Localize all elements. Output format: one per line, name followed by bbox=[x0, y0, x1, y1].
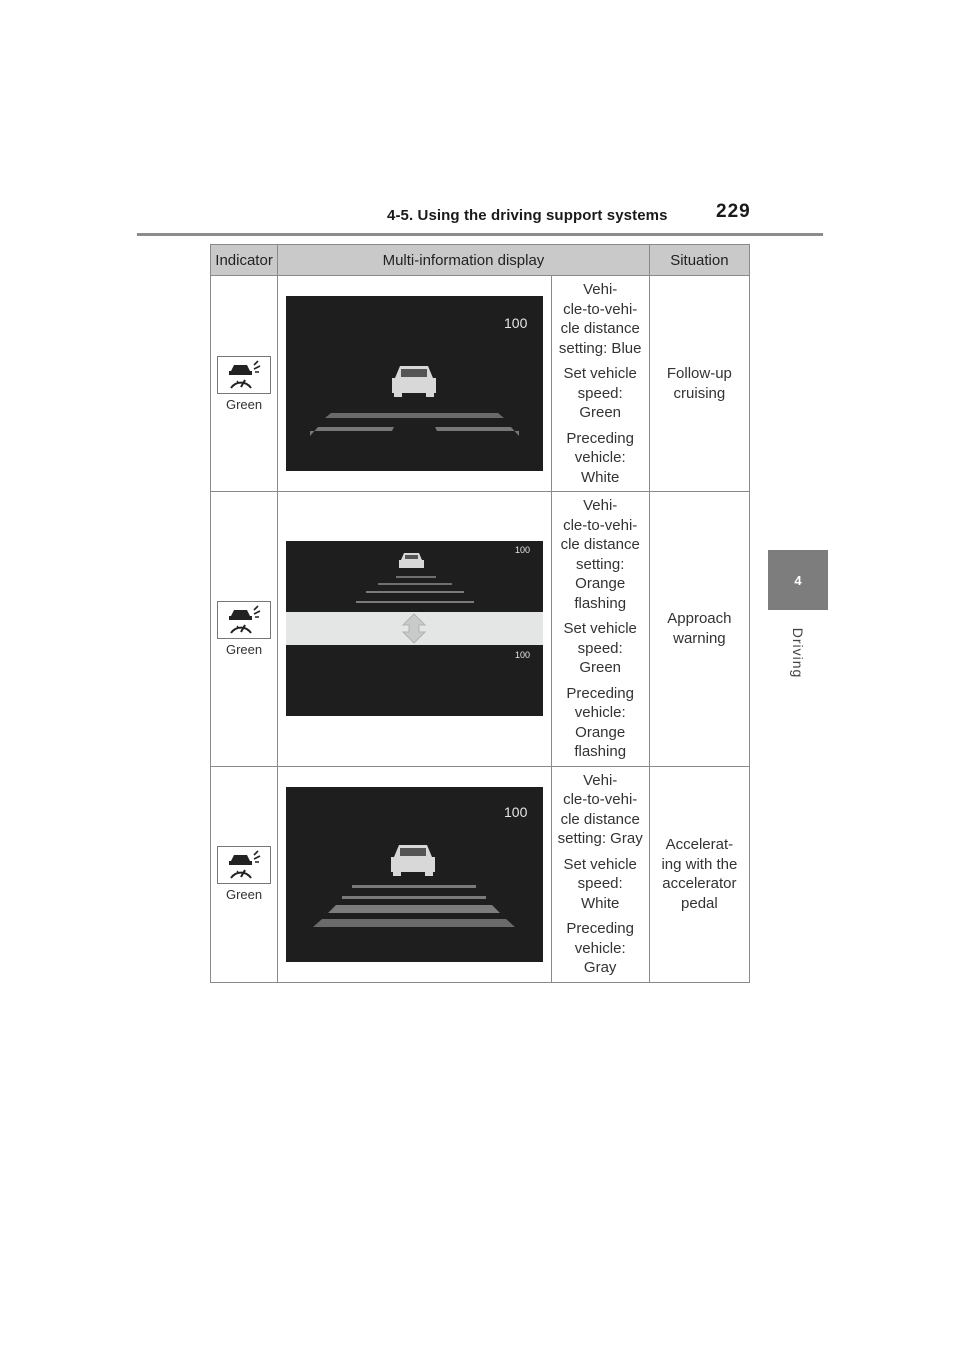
table-header-row bbox=[211, 245, 750, 276]
distance-bar-1 bbox=[325, 413, 504, 418]
table-row bbox=[211, 276, 750, 492]
setting-speed: Set vehicle speed: Green bbox=[563, 620, 637, 676]
distance-bar-1 bbox=[352, 885, 476, 888]
table-row bbox=[211, 492, 750, 767]
settings-cell bbox=[551, 492, 649, 767]
speed-readout: 100 bbox=[514, 545, 530, 556]
distance-bar-3 bbox=[366, 591, 464, 593]
indicator-color-label: Green bbox=[225, 887, 263, 902]
speed-readout: 100 bbox=[503, 315, 528, 331]
radar-cruise-icon bbox=[224, 605, 264, 635]
indicator-cell bbox=[211, 276, 278, 492]
radar-cruise-indicator bbox=[217, 356, 271, 394]
speed-readout-lower: 100 bbox=[514, 650, 530, 661]
setting-preceding: Preceding vehicle: Orange flashing bbox=[566, 684, 634, 760]
setting-speed: Set vehicle speed: White bbox=[563, 855, 637, 912]
display-image-cell bbox=[278, 492, 551, 767]
display-image-cell bbox=[278, 276, 551, 492]
setting-distance: Vehi- cle-to-vehi- cle distance setting: Orange flashing bbox=[560, 497, 640, 612]
distance-bar-2 bbox=[342, 896, 486, 899]
header-divider bbox=[137, 233, 823, 236]
display-image-cell bbox=[278, 766, 551, 982]
distance-bar-3 bbox=[328, 905, 500, 913]
mid-display-follow-up bbox=[286, 296, 543, 471]
distance-bar-4 bbox=[313, 919, 515, 927]
distance-bar-2 bbox=[378, 583, 452, 585]
chapter-label: Driving bbox=[790, 627, 806, 679]
page-number: 229 bbox=[716, 201, 751, 222]
setting-distance: Vehi- cle-to-vehi- cle distance setting: Blue bbox=[558, 281, 642, 357]
radar-cruise-indicator bbox=[217, 846, 271, 884]
mid-display-approach-warning bbox=[286, 541, 543, 716]
setting-distance: Vehi- cle-to-vehi- cle distance setting: Gray bbox=[557, 771, 643, 847]
indicator-cell bbox=[211, 492, 278, 767]
settings-cell bbox=[551, 276, 649, 492]
setting-preceding: Preceding vehicle: Gray bbox=[566, 920, 634, 976]
distance-bar-1 bbox=[396, 576, 436, 578]
preceding-vehicle-icon bbox=[392, 366, 436, 397]
setting-speed: Set vehicle speed: Green bbox=[563, 365, 637, 421]
situation-cell: Follow-up cruising bbox=[649, 276, 749, 492]
situation-cell: Accelerat- ing with the accelerator pedal bbox=[649, 766, 749, 982]
indicator-cell bbox=[211, 766, 278, 982]
radar-cruise-icon bbox=[224, 360, 264, 390]
speed-readout: 100 bbox=[503, 803, 528, 820]
page-header-title: 4-5. Using the driving support systems bbox=[387, 207, 668, 224]
radar-cruise-icon bbox=[224, 850, 264, 880]
indicator-color-label: Green bbox=[225, 396, 263, 412]
preceding-vehicle-icon bbox=[391, 845, 435, 876]
column-header-indicator: Indicator bbox=[211, 245, 278, 276]
setting-preceding: Preceding vehicle: White bbox=[566, 429, 634, 486]
mid-display-accelerating bbox=[286, 787, 543, 962]
column-header-situation: Situation bbox=[649, 245, 749, 276]
acc-display-table bbox=[210, 244, 750, 983]
indicator-color-label: Green bbox=[225, 641, 263, 657]
radar-cruise-indicator bbox=[217, 601, 271, 639]
table-row bbox=[211, 766, 750, 982]
column-header-display: Multi-information display bbox=[278, 245, 650, 276]
chapter-tab: 4 bbox=[768, 550, 828, 610]
settings-cell bbox=[551, 766, 649, 982]
distance-bar-4 bbox=[356, 601, 474, 603]
situation-cell: Approach warning bbox=[649, 492, 749, 767]
